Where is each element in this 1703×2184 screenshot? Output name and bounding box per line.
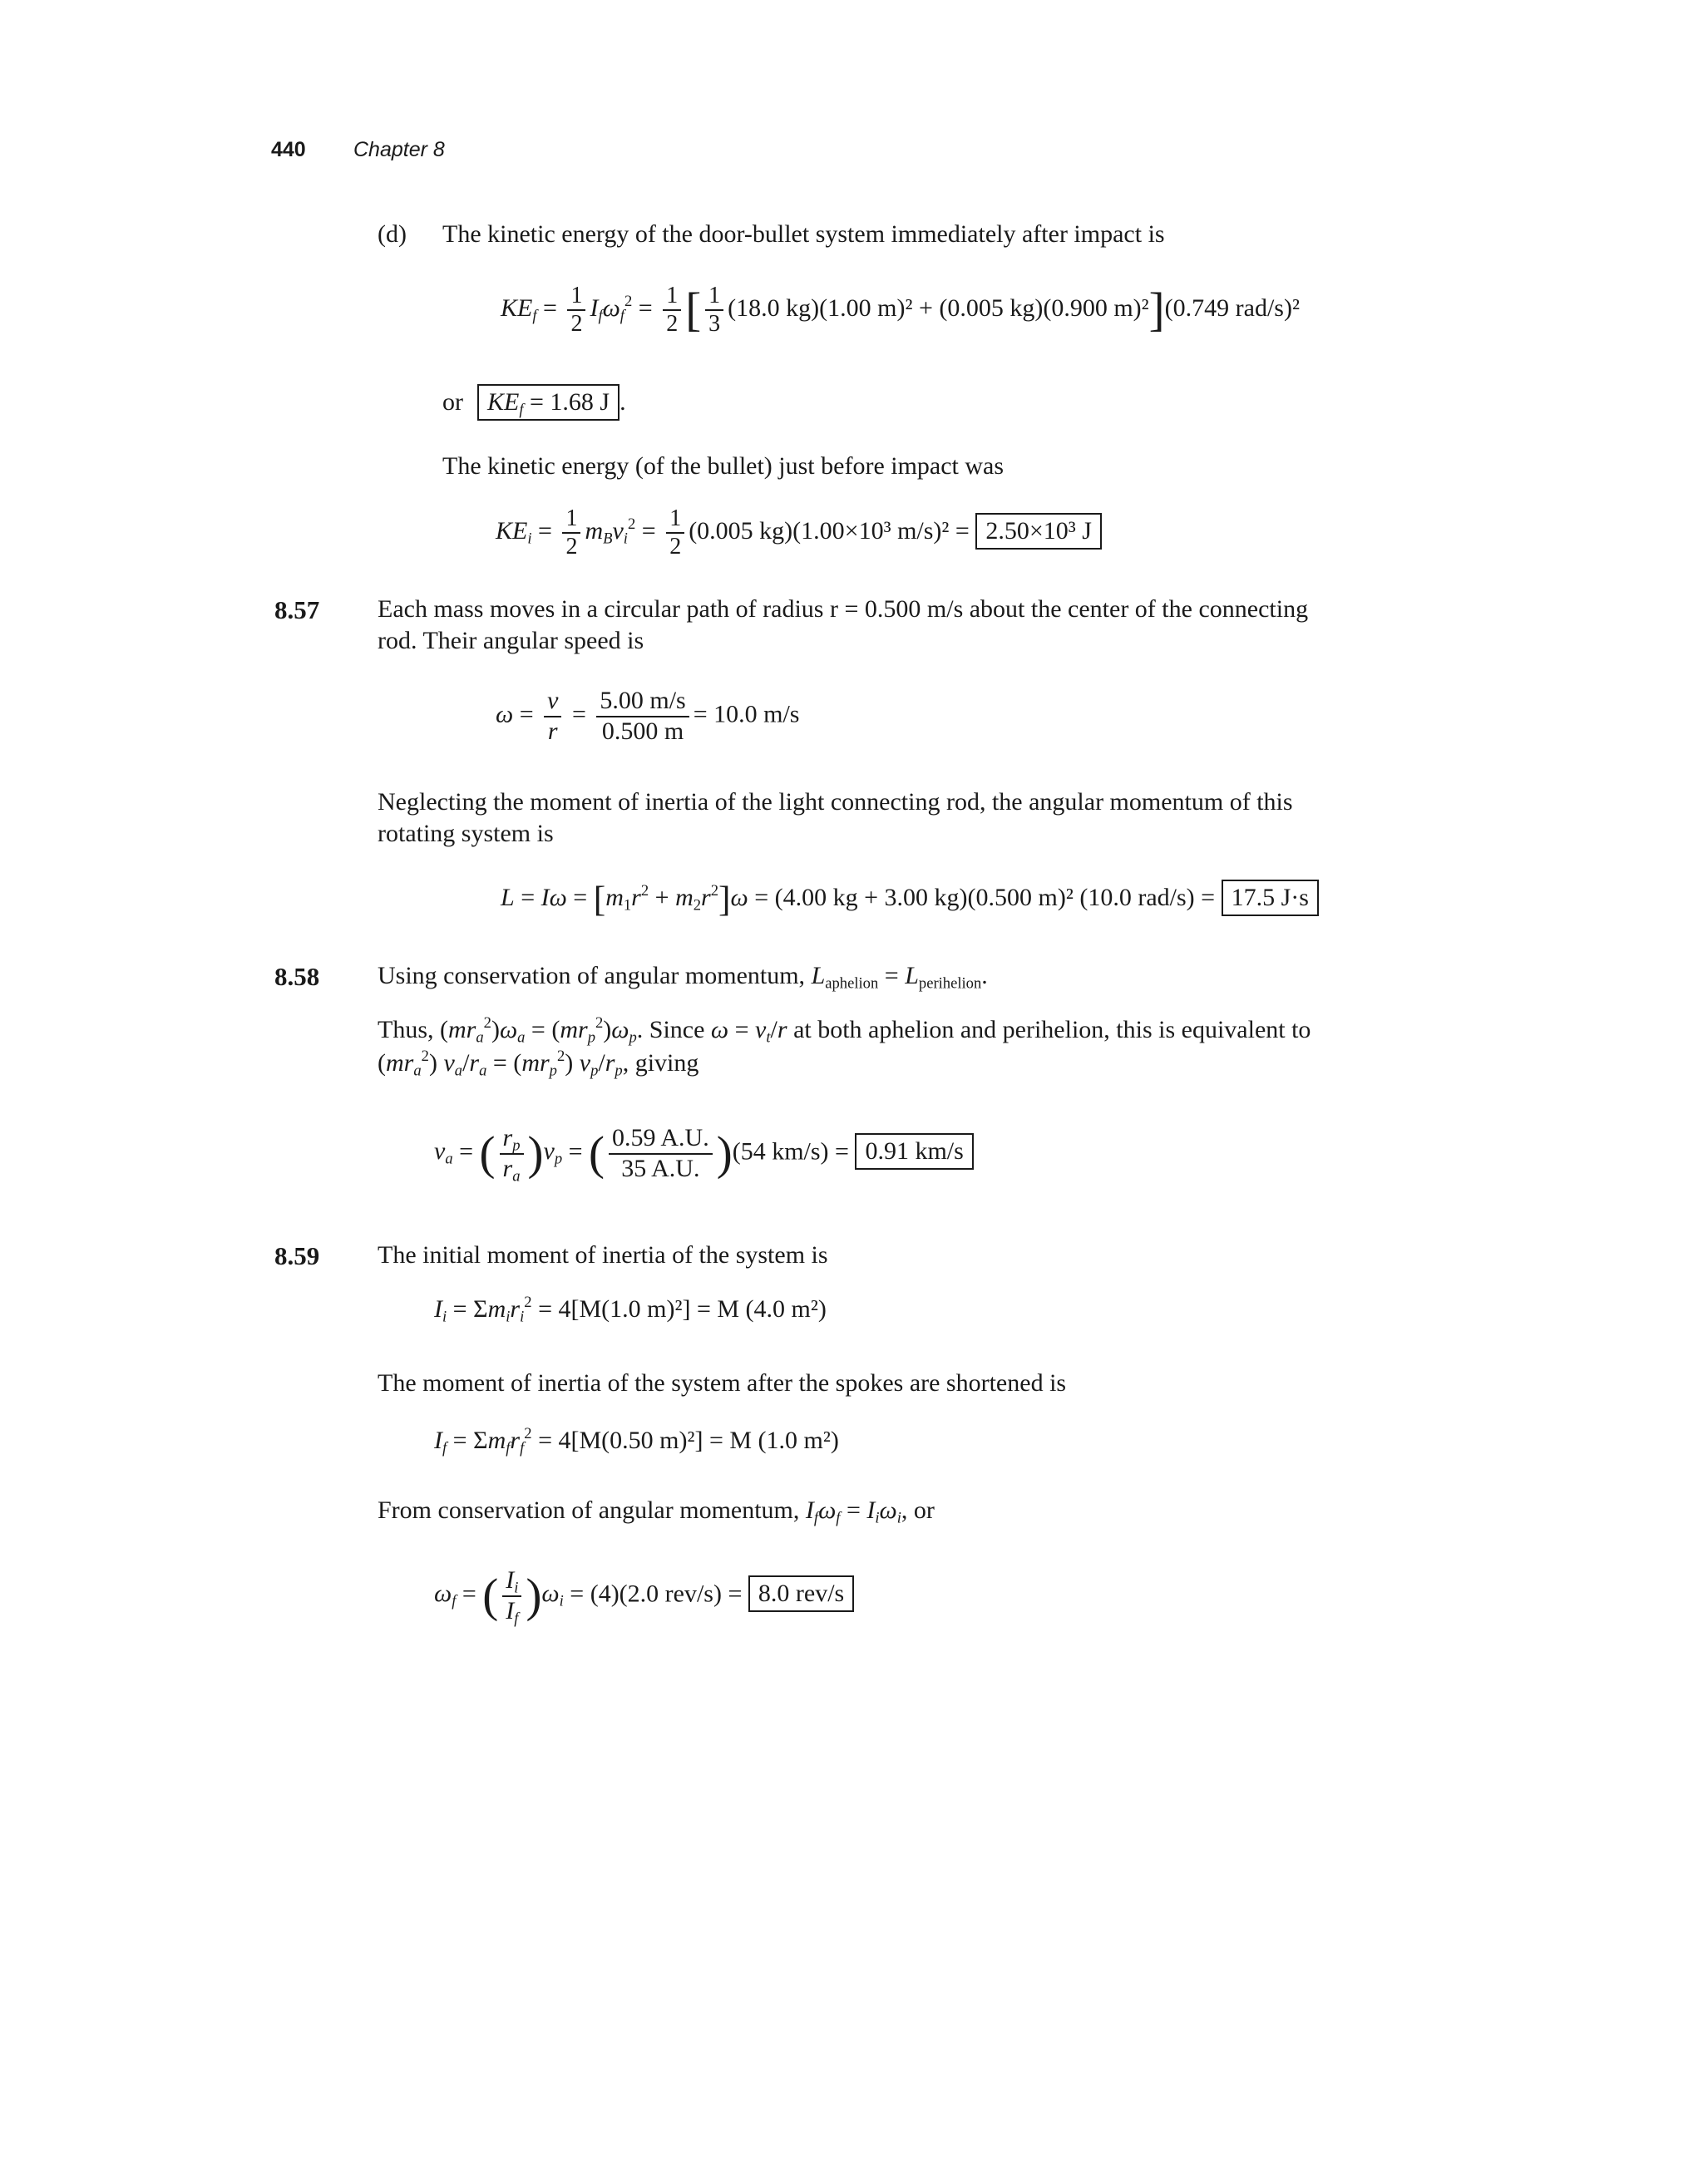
problem-8-59-text-3: From conservation of angular momentum, $I_f\omega_f = I_i\omega_i$, or — [378, 1496, 935, 1527]
problem-8-58-text-1: Using conservation of angular momentum, $L_{aphelion} = L_{perihelion}$. — [378, 962, 988, 993]
angular-speed-terms: = (4)(2.0 rev/s) = — [570, 1580, 743, 1608]
problem-number-8-58: 8.58 — [274, 962, 320, 991]
problem-8-59-text-2: The moment of inertia of the system after the spokes are shortened is — [378, 1369, 1067, 1397]
part-d-intro: The kinetic energy of the door-bullet system immediately after impact is — [442, 220, 1165, 248]
result-box-angular-speed: 8.0 rev/s — [748, 1575, 854, 1612]
result-box-aphelion-speed: 0.91 km/s — [855, 1133, 973, 1170]
problem-8-57-text-2: rod. Their angular speed is — [378, 627, 644, 654]
problem-8-58-text-3: $(mr_a^2) v_a/r_a = (mr_p^2)$ $v_p/r_p$, giving — [378, 1047, 699, 1080]
equation-angular-momentum: $L = I\omega = [m_1r^2 + m_2r^2]\omega = (4.00$ kg + 3.00 kg)(0.500 m)² (10.0 rad/s) = 17.5 J·s — [501, 880, 1319, 918]
equation-ke-initial: $KE_i$ = $\frac{1}{2}$ $m_Bv_i^2$ = $\frac{1}{2}$ (0.005 kg)(1.00×10³ m/s)² = 2.50×10³ J — [496, 505, 1102, 560]
perihelion-speed: (54 km/s) = — [732, 1137, 849, 1166]
equation-ke-final: $KE_f$ = $\frac{1}{2}$ $I_f\omega_f^2$ = $\frac{1}{2}$ [ $\frac{1}{3}$ (18.0 kg)(1.00 m)² + (0.005 kg)(0.900 m)²](0.749 rad/s)² — [501, 283, 1300, 338]
equation-aphelion-speed: $v_a$ = ( $\frac{r_p}{r_a}$ )$v_p$ = ( $\frac{0.59 A.U.}{35 A.U.}$ )(54 km/s) = 0.91 km/s — [434, 1124, 974, 1183]
problem-8-57-text-3: Neglecting the moment of inertia of the light connecting rod, the angular momentum of this — [378, 788, 1293, 816]
chapter-title: Chapter 8 — [353, 138, 445, 161]
ke-final-omega: (0.749 rad/s)² — [1164, 294, 1300, 323]
equation-final-inertia: $I_f = \Sigma m_fr_f^2 = 4[M(0.50$ m)²] = M (1.0 m²) — [434, 1424, 839, 1457]
omega-denominator: 0.500 m — [601, 717, 684, 745]
result-box-ke-initial: 2.50×10³ J — [975, 513, 1102, 550]
equation-omega: ω = $\frac{v}{r}$ = $\frac{5.00 m/s}{0.500 m}$ = 10.0 m/s — [496, 687, 800, 745]
distance-denominator: 35 A.U. — [621, 1154, 700, 1182]
or-label: or — [442, 388, 463, 416]
equation-final-angular-speed: $\omega_f$ = ( $\frac{I_i}{I_f}$ )$\omega_i = (4)(2.0$ rev/s) = 8.0 rev/s — [434, 1566, 854, 1625]
ke-final-terms: (18.0 kg)(1.00 m)² + (0.005 kg)(0.900 m)² — [728, 294, 1149, 323]
result-box-ke-final: $KE_f = 1.68$ J . — [477, 384, 626, 421]
page-number: 440 — [271, 138, 306, 161]
ke-before-text: The kinetic energy (of the bullet) just before impact was — [442, 452, 1005, 480]
equation-initial-inertia: $I_i = \Sigma m_ir_i^2 = 4[M(1.0$ m)²] = M (4.0 m²) — [434, 1293, 827, 1326]
part-label: (d) — [378, 220, 407, 248]
problem-8-57-text-1: Each mass moves in a circular path of radius r = 0.500 m/s about the center of the connecting — [378, 595, 1309, 623]
distance-numerator: 0.59 A.U. — [609, 1124, 713, 1155]
ke-initial-terms: (0.005 kg)(1.00×10³ m/s)² — [689, 517, 950, 545]
problem-8-57-text-4: rotating system is — [378, 820, 554, 847]
problem-number-8-57: 8.57 — [274, 595, 320, 624]
omega-numerator: 5.00 m/s — [596, 687, 689, 717]
problem-8-58-text-2: Thus, $(mr_a^2)\omega_a = (mr_p^2)\omega_p$. Since $\omega = v_t/r$ at both aphelion and perihelion, this is equivalent to — [378, 1013, 1311, 1047]
problem-8-59-text-1: The initial moment of inertia of the system is — [378, 1241, 828, 1269]
omega-result: = 10.0 m/s — [693, 700, 800, 728]
angular-momentum-terms: = (4.00 kg + 3.00 kg)(0.500 m)² (10.0 rad/s) = — [754, 884, 1216, 911]
ke-final-value: = 1.68 J — [530, 388, 610, 416]
problem-number-8-59: 8.59 — [274, 1241, 320, 1270]
result-box-angular-momentum: 17.5 J·s — [1222, 880, 1319, 916]
